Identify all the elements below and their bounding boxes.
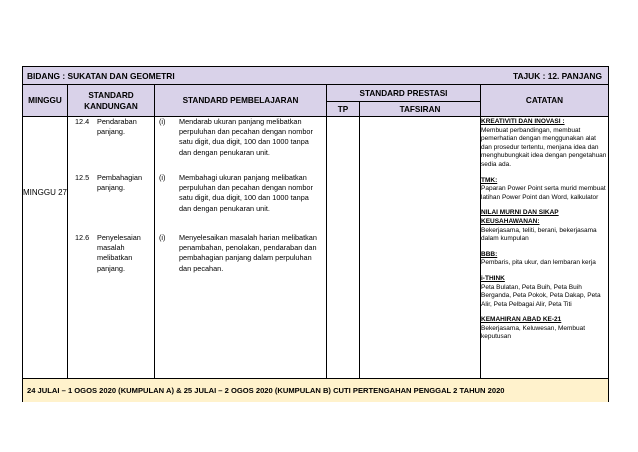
col-divider [154, 117, 155, 378]
lesson-plan-table [22, 66, 609, 402]
catatan-body: Bekerjasama, teliti, berani, bekerjasama dalam kumpulan [481, 226, 597, 243]
catatan-block [481, 251, 607, 268]
sp-text: Membahagi ukuran panjang melibatkan perpuluhan dan pecahan dengan nombor satu digit, dua digit, 100 dan 1000 tanpa dan dengan penukaran unit. [179, 173, 313, 213]
sp-text: Menyelesaikan masalah harian melibatkan penambahan, penolakan, pendaraban dan pembahagian panjang dalam perpuluhan dan pecahan. [179, 233, 317, 273]
catatan-cell [481, 118, 607, 349]
header-tp: TP [327, 102, 360, 117]
catatan-body: Pembaris, pita ukur, dan lembaran kerja [481, 259, 596, 267]
sk-text: Pembahagian panjang. [97, 173, 143, 193]
minggu-cell: MINGGU 27 [23, 188, 68, 197]
footer-text: 24 JULAI – 1 OGOS 2020 (KUMPULAN A) & 25 JULAI – 2 OGOS 2020 (KUMPULAN B) CUTI PERTENGAHAN PENGGAL 2 TAHUN 2020 [27, 386, 505, 395]
col-divider [67, 117, 68, 378]
catatan-heading: KREATIVITI DAN INOVASI : [481, 118, 565, 125]
catatan-body: Peta Bulatan, Peta Buih, Peta Buih Berganda, Peta Pokok, Peta Dakap, Peta Alir, Peta Pelbagai Alir, Peta Titi [481, 283, 601, 308]
col-divider [359, 117, 360, 378]
catatan-block [481, 209, 607, 243]
header-standard-kandungan: STANDARD KANDUNGAN [68, 85, 155, 117]
catatan-block [481, 177, 607, 203]
catatan-heading: KEMAHIRAN ABAD KE-21 [481, 316, 562, 324]
header-standard-pembelajaran: STANDARD PEMBELAJARAN [155, 85, 327, 117]
sk-text: Penyelesaian masalah melibatkan panjang. [97, 233, 141, 273]
catatan-heading: NILAI MURNI DAN SIKAP KEUSAHAWANAN: [481, 209, 559, 225]
catatan-body: Paparan Power Point serta murid membuat latihan Power Point dan Word, kalkulator [481, 185, 606, 201]
tajuk-label: TAJUK : 12. PANJANG [512, 71, 602, 81]
sk-num: 12.4 [75, 117, 90, 126]
holiday-footer [23, 378, 608, 402]
catatan-body: Membuat perbandingan, membuat pemerhatian dengan menggunakan alat dan prosedur tertentu, menjana idea dan menghubungkait idea dengan pengetahuan sedia ada. [481, 126, 607, 168]
bidang-label: BIDANG : SUKATAN DAN GEOMETRI [27, 71, 175, 81]
header-tafsiran: TAFSIRAN [360, 102, 481, 117]
catatan-block [481, 316, 607, 342]
header-catatan: CATATAN [481, 85, 608, 117]
sk-text: Pendaraban panjang. [97, 117, 137, 137]
catatan-heading: i-THINK [481, 274, 505, 282]
sp-num: (i) [159, 117, 166, 126]
catatan-block [481, 118, 607, 170]
catatan-body: Bekerjasama, Keluwesan, Membuat keputusan [481, 324, 586, 341]
sp-num: (i) [159, 233, 166, 242]
title-row [23, 67, 608, 85]
col-divider [326, 117, 327, 378]
sp-num: (i) [159, 173, 166, 182]
sk-num: 12.5 [75, 173, 90, 182]
catatan-heading: BBB: [481, 250, 498, 258]
header-standard-prestasi: STANDARD PRESTASI [327, 85, 481, 102]
sp-text: Mendarab ukuran panjang melibatkan perpuluhan dan pecahan dengan nombor satu digit, dua digit, 100 dan 1000 tanpa dan dengan penukaran unit. [179, 117, 313, 157]
header-minggu: MINGGU [23, 85, 68, 117]
catatan-block [481, 275, 607, 309]
catatan-heading: TMK: [481, 176, 498, 184]
sk-num: 12.6 [75, 233, 90, 242]
